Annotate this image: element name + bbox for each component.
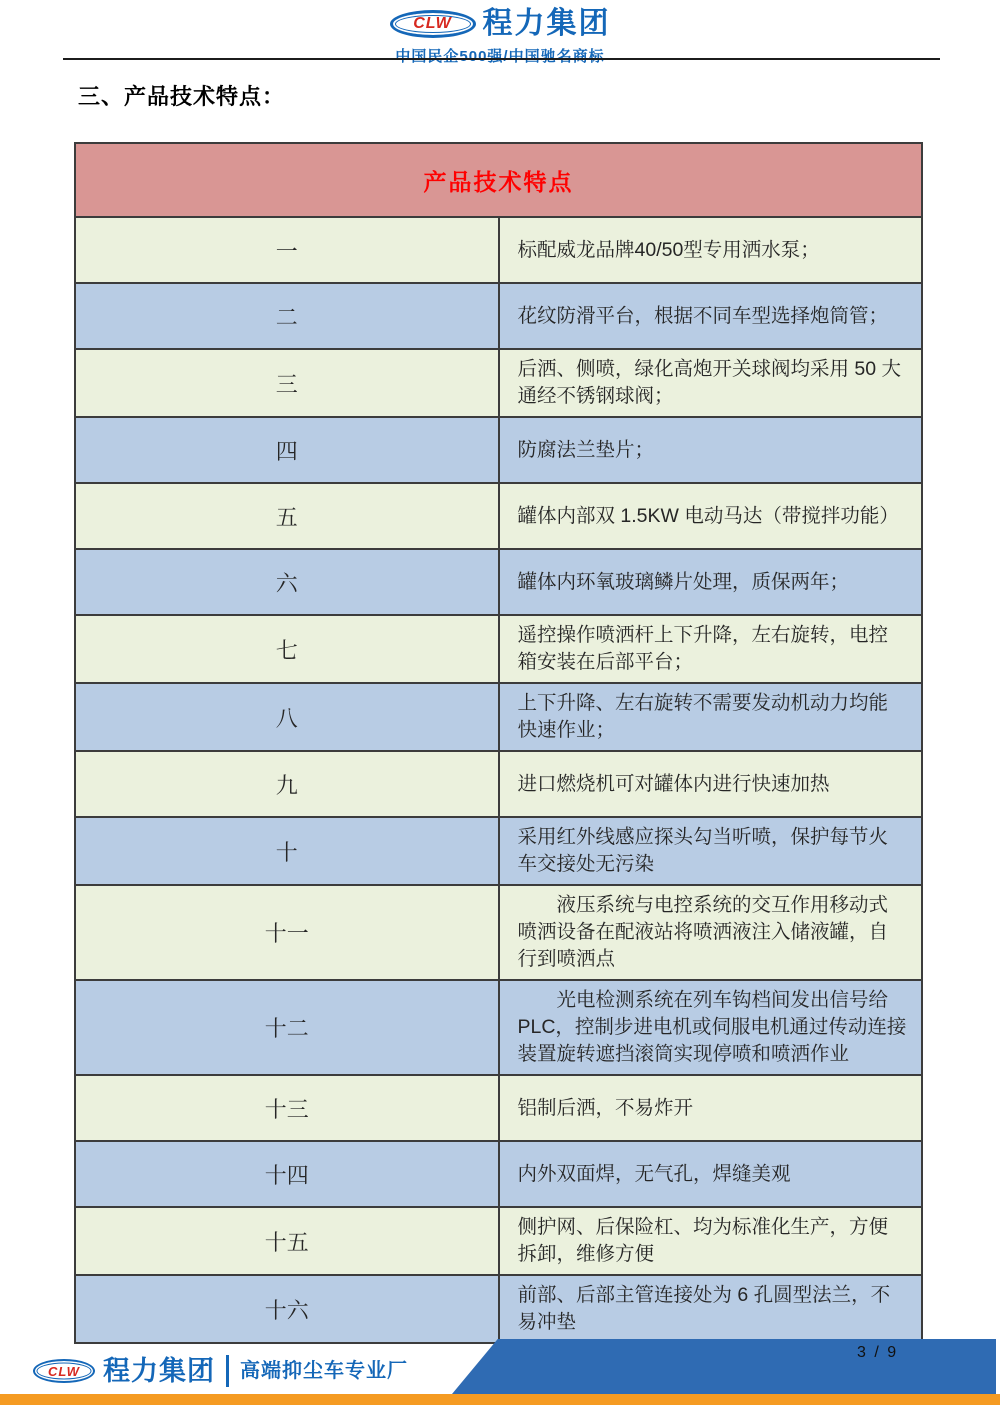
row-text: 采用红外线感应探头勾当听喷，保护每节火车交接处无污染 — [499, 817, 923, 885]
row-text: 罐体内环氧玻璃鳞片处理，质保两年； — [499, 549, 923, 615]
table-row — [75, 683, 922, 751]
table-row — [75, 349, 922, 417]
row-text: 进口燃烧机可对罐体内进行快速加热 — [499, 751, 923, 817]
table-row — [75, 1207, 922, 1275]
row-number: 九 — [75, 751, 499, 817]
row-number: 三 — [75, 349, 499, 417]
table-row — [75, 217, 922, 283]
row-text: 上下升降、左右旋转不需要发动机动力均能快速作业； — [499, 683, 923, 751]
row-text: 遥控操作喷洒杆上下升降，左右旋转，电控箱安装在后部平台； — [499, 615, 923, 683]
clw-logo-text: CLW — [48, 1363, 80, 1379]
footer-slogan: 高端抑尘车专业厂 — [240, 1360, 408, 1382]
row-number: 二 — [75, 283, 499, 349]
row-text: 侧护网、后保险杠、均为标准化生产，方便拆卸，维修方便 — [499, 1207, 923, 1275]
row-number: 十一 — [75, 885, 499, 980]
table-title: 产品技术特点 — [75, 143, 922, 217]
table-row — [75, 615, 922, 683]
row-text: 光电检测系统在列车钩档间发出信号给 PLC，控制步进电机或伺服电机通过传动连接装置旋转遮挡滚筒实现停喷和喷洒作业 — [499, 980, 923, 1075]
row-number: 十二 — [75, 980, 499, 1075]
table-row — [75, 817, 922, 885]
row-number: 六 — [75, 549, 499, 615]
row-text: 前部、后部主管连接处为 6 孔圆型法兰，不易冲垫 — [499, 1275, 923, 1343]
table-row — [75, 980, 922, 1075]
features-table-body — [75, 143, 922, 1343]
row-number: 七 — [75, 615, 499, 683]
row-number: 十 — [75, 817, 499, 885]
row-text: 铝制后洒，不易炸开 — [499, 1075, 923, 1141]
page-number: 3 / 9 — [857, 1344, 899, 1361]
table-row — [75, 283, 922, 349]
row-text: 内外双面焊，无气孔，焊缝美观 — [499, 1141, 923, 1207]
company-tagline: 中国民企500强/中国驰名商标 — [395, 48, 605, 65]
header-divider-line — [63, 58, 940, 60]
features-table — [74, 142, 923, 1344]
table-row — [75, 417, 922, 483]
row-text: 防腐法兰垫片； — [499, 417, 923, 483]
row-number: 一 — [75, 217, 499, 283]
table-row — [75, 1275, 922, 1343]
table-row — [75, 549, 922, 615]
row-number: 八 — [75, 683, 499, 751]
clw-logo-text: CLW — [413, 15, 452, 32]
table-row — [75, 483, 922, 549]
table-header-row — [75, 143, 922, 217]
footer-blue-banner — [452, 1339, 996, 1394]
row-text: 花纹防滑平台，根据不同车型选择炮筒管； — [499, 283, 923, 349]
row-number: 十三 — [75, 1075, 499, 1141]
row-number: 四 — [75, 417, 499, 483]
row-number: 五 — [75, 483, 499, 549]
table-row — [75, 1141, 922, 1207]
section-heading: 三、产品技术特点： — [78, 84, 286, 109]
footer-orange-bar — [0, 1394, 1000, 1405]
footer-logo-divider — [226, 1355, 229, 1387]
company-logo — [0, 6, 1000, 42]
row-text: 罐体内部双 1.5KW 电动马达（带搅拌功能） — [499, 483, 923, 549]
table-row — [75, 885, 922, 980]
footer-brand-name: 程力集团 — [103, 1355, 215, 1386]
table-row — [75, 1075, 922, 1141]
footer-logo — [33, 1352, 408, 1390]
page-header — [0, 6, 1000, 66]
clw-oval-logo-icon — [33, 1359, 95, 1383]
row-number: 十四 — [75, 1141, 499, 1207]
row-text: 后洒、侧喷，绿化高炮开关球阀均采用 50 大通经不锈钢球阀； — [499, 349, 923, 417]
clw-oval-logo-icon — [390, 10, 476, 38]
row-text: 标配威龙品牌40/50型专用洒水泵； — [499, 217, 923, 283]
row-text: 液压系统与电控系统的交互作用移动式喷洒设备在配液站将喷洒液注入储液罐，自行到喷洒点 — [499, 885, 923, 980]
brand-name: 程力集团 — [482, 7, 611, 40]
row-number: 十六 — [75, 1275, 499, 1343]
table-row — [75, 751, 922, 817]
row-number: 十五 — [75, 1207, 499, 1275]
